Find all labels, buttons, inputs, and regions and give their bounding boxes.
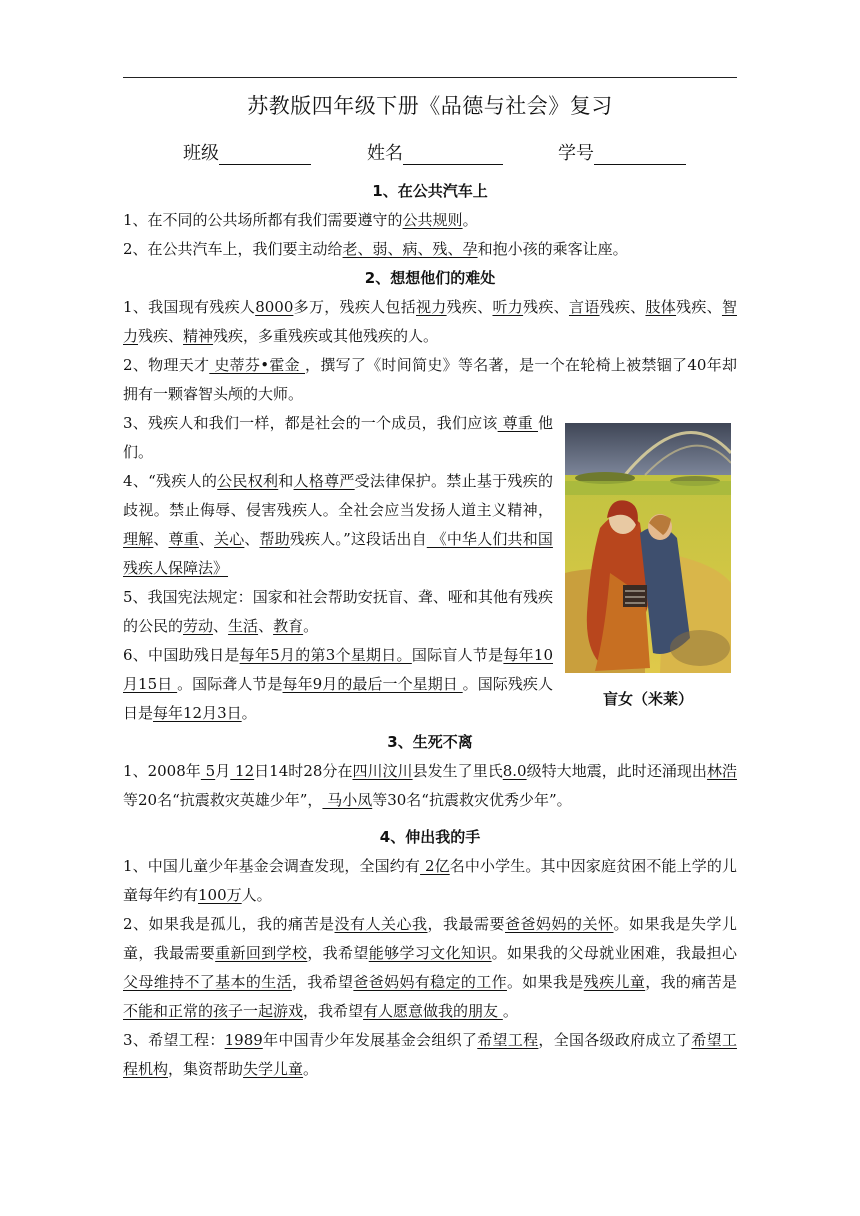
answer: 8000	[255, 298, 294, 316]
painting-figure	[564, 409, 736, 714]
answer: 每年12月3日	[153, 704, 242, 722]
answer: 1989	[224, 1031, 263, 1049]
answer: 劳动	[183, 617, 214, 635]
answer: 生活	[228, 617, 259, 635]
page-title: 苏教版四年级下册《品德与社会》复习	[247, 94, 613, 118]
section-heading: 4、伸出我的手	[379, 828, 481, 846]
paragraph: 3、残疾人和我们一样，都是社会的一个成员，我们应该 尊重 他们。	[123, 414, 553, 461]
paragraph: 1、我国现有残疾人8000多万，残疾人包括视力残疾、听力残疾、言语残疾、肢体残疾、智力残疾、精神残疾，多重残疾或其他残疾的人。	[123, 298, 737, 345]
class-label: 班级	[183, 143, 219, 164]
answer: 希望工程	[477, 1031, 539, 1049]
left-column	[123, 409, 553, 728]
paragraph: 2、物理天才 史蒂芬•霍金 ，撰写了《时间简史》等名著，是一个在轮椅上被禁锢了40年却拥有一颗睿智头颅的大师。	[123, 356, 738, 403]
id-blank[interactable]	[594, 145, 686, 165]
id-field	[558, 139, 686, 165]
paragraph: 1、2008年 5月 12日14时28分在四川汶川县发生了里氏8.0级特大地震，此时还涌现出林浩等20名“抗震救灾英雄少年”， 马小凤等30名“抗震救灾优秀少年”。	[123, 762, 737, 809]
answer: 2亿	[420, 857, 450, 875]
paragraph: 5、我国宪法规定：国家和社会帮助安抚盲、聋、哑和其他有残疾的公民的劳动、生活、教育。	[123, 588, 553, 635]
answer: 史蒂芬•霍金	[209, 356, 306, 374]
answer: 《中华人们共和国残疾人保障法》	[123, 530, 553, 577]
answer: 老、弱、病、残、孕	[342, 240, 478, 258]
class-blank[interactable]	[219, 145, 311, 165]
answer: 马小凤	[322, 791, 373, 809]
answer: 理解	[123, 530, 154, 548]
text-with-figure	[123, 409, 737, 728]
paragraph: 4、“残疾人的公民权利和人格尊严受法律保护。禁止基于残疾的歧视。禁止侮辱、侵害残疾人。全社会应当发扬人道主义精神，理解、尊重、关心、帮助残疾人。”这段话出自 《中华人们共和国残疾人保障法》	[123, 472, 553, 577]
answer: 智力	[123, 298, 737, 345]
answer: 爸爸妈妈有稳定的工作	[353, 973, 507, 991]
answer: 重新回到学校	[215, 944, 308, 962]
answer: 8.0	[502, 762, 527, 780]
paragraph: 2、在公共汽车上，我们要主动给老、弱、病、残、孕和抱小孩的乘客让座。	[123, 240, 628, 258]
answer: 尊重	[168, 530, 199, 548]
answer: 帮助	[259, 530, 290, 548]
header-rule	[123, 77, 737, 78]
class-field	[183, 139, 311, 165]
answer: 5	[200, 762, 216, 780]
answer: 残疾儿童	[583, 973, 646, 991]
answer: 希望工程机构	[123, 1031, 737, 1078]
name-blank[interactable]	[403, 145, 503, 165]
answer: 爸爸妈妈的关怀	[505, 915, 614, 933]
id-label: 学号	[558, 143, 594, 164]
answer: 教育	[273, 617, 304, 635]
name-label: 姓名	[367, 143, 403, 164]
paragraph: 1、中国儿童少年基金会调查发现，全国约有 2亿名中小学生。其中因家庭贫困不能上学的儿童每年约有100万人。	[123, 857, 737, 904]
answer: 听力	[492, 298, 524, 316]
answer: 有人愿意做我的朋友	[363, 1002, 503, 1020]
answer: 林浩	[706, 762, 737, 780]
answer: 公民权利	[217, 472, 279, 490]
paragraph: 1、在不同的公共场所都有我们需要遵守的公共规则。	[123, 211, 478, 229]
answer: 能够学习文化知识	[368, 944, 492, 962]
paragraph: 2、如果我是孤儿，我的痛苦是没有人关心我，我最需要爸爸妈妈的关怀。如果我是失学儿童，我最需要重新回到学校，我希望能够学习文化知识。如果我的父母就业困难，我最担心父母维持不了基本的生活，我希望爸爸妈妈有稳定的工作。如果我是残疾儿童，我的痛苦是不能和正常的孩子一起游戏，我希望有人愿意做我的朋友 。	[123, 915, 737, 1020]
section-heading: 3、生死不离	[387, 733, 473, 751]
answer: 没有人关心我	[334, 915, 428, 933]
answer: 每年9月的最后一个星期日	[282, 675, 463, 693]
blind-girl-painting	[565, 423, 731, 673]
answer: 公共规则	[402, 211, 463, 229]
paragraph: 6、中国助残日是每年5月的第3个星期日。国际盲人节是每年10月15日 。国际聋人节是每年9月的最后一个星期日 。国际残疾人日是每年12月3日。	[123, 646, 553, 722]
answer: 100万	[198, 886, 242, 904]
answer: 言语	[568, 298, 600, 316]
answer: 肢体	[645, 298, 677, 316]
answer: 四川汶川	[352, 762, 413, 780]
figure-caption: 盲女（米莱）	[602, 690, 693, 708]
answer: 失学儿童	[243, 1060, 304, 1078]
answer: 父母维持不了基本的生活	[123, 973, 292, 991]
answer: 精神	[183, 327, 214, 345]
document-body	[123, 177, 737, 1084]
answer: 关心	[214, 530, 245, 548]
name-field	[367, 139, 503, 165]
answer: 人格尊严	[293, 472, 355, 490]
answer: 12	[230, 762, 255, 780]
section-heading: 2、想想他们的难处	[364, 269, 496, 287]
answer: 视力	[416, 298, 447, 316]
answer: 每年5月的第3个星期日。	[239, 646, 412, 664]
answer: 每年10月15日	[123, 646, 553, 693]
section-heading: 1、在公共汽车上	[372, 182, 488, 200]
paragraph: 3、希望工程：1989年中国青少年发展基金会组织了希望工程，全国各级政府成立了希望工程机构，集资帮助失学儿童。	[123, 1031, 737, 1078]
answer: 尊重	[497, 414, 538, 432]
answer: 不能和正常的孩子一起游戏	[123, 1002, 304, 1020]
